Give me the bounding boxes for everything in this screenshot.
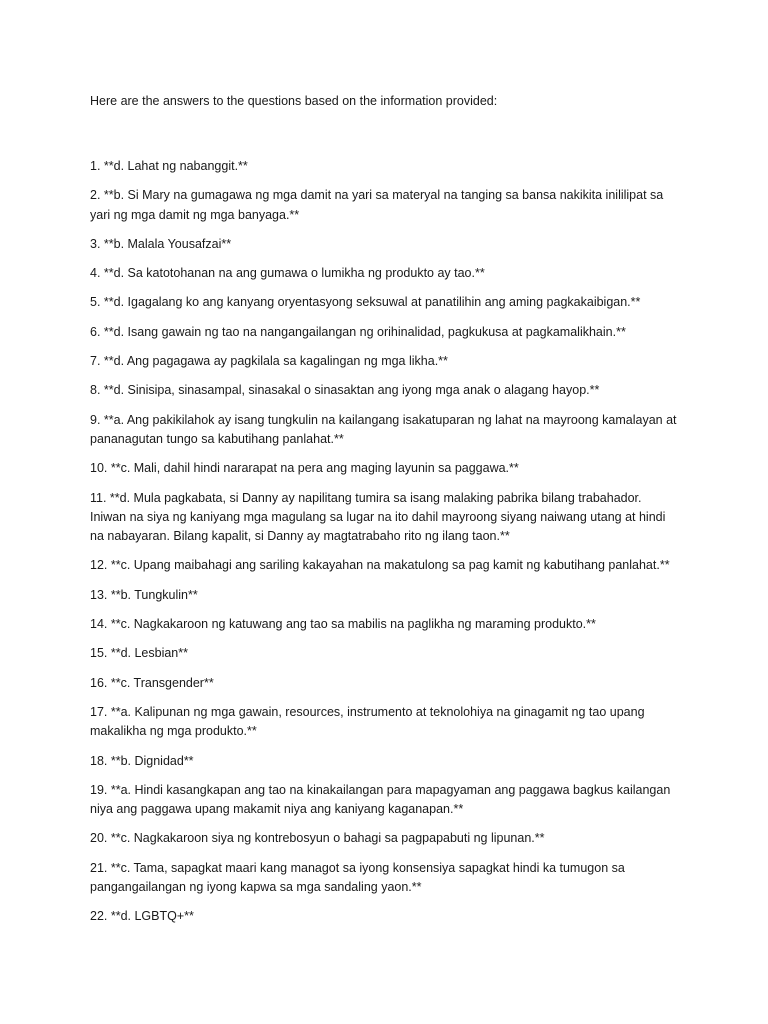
answer-item: 6. **d. Isang gawain ng tao na nangangailangan ng orihinalidad, pagkukusa at pagkamalikhain.** <box>90 324 626 339</box>
answer-item: 7. **d. Ang pagagawa ay pagkilala sa kagalingan ng mga likha.** <box>90 354 448 369</box>
answer-item: 2. **b. Si Mary na gumagawa ng mga damit na yari sa materyal na tanging sa bansa nakikita inililipat sa yari ng mga damit ng mga banyaga.** <box>90 188 664 222</box>
answer-item: 21. **c. Tama, sapagkat maari kang managot sa iyong konsensiya sapagkat hindi ka tumugon sa pangangailangan ng iyong kapwa sa mga sandaling yaon.** <box>90 860 625 895</box>
answer-item: 3. **b. Malala Yousafzai** <box>90 236 232 251</box>
answer-item: 16. **c. Transgender** <box>90 675 214 690</box>
answer-item: 5. **d. Igagalang ko ang kanyang oryentasyong seksuwal at panatilihin ang aming pagkakaibigan.** <box>90 295 641 310</box>
answer-item: 20. **c. Nagkakaroon siya ng kontrebosyun o bahagi sa pagpapabuti ng lipunan.** <box>90 831 545 846</box>
answer-list <box>90 157 680 927</box>
answer-item: 8. **d. Sinisipa, sinasampal, sinasakal o sinasaktan ang iyong mga anak o alagang hayop.** <box>90 383 600 398</box>
answer-item: 12. **c. Upang maibahagi ang sariling kakayahan na makatulong sa pag kamit ng kabutihang panlahat.** <box>90 558 670 573</box>
answer-item: 19. **a. Hindi kasangkapan ang tao na kinakailangan para mapagyaman ang paggawa bagkus kailangan niya ang paggawa upang makamit niya ang kaniyang kaganapan.** <box>90 782 671 817</box>
answer-item: 17. **a. Kalipunan ng mga gawain, resources, instrumento at teknolohiya na ginagamit ng tao upang makalikha ng mga produkto.** <box>90 704 645 739</box>
document-page <box>90 92 680 937</box>
intro-text: Here are the answers to the questions based on the information provided: <box>90 94 498 108</box>
answer-item: 14. **c. Nagkakaroon ng katuwang ang tao sa mabilis na paglikha ng maraming produkto.** <box>90 617 596 632</box>
answer-item: 18. **b. Dignidad** <box>90 753 194 768</box>
answer-item: 11. **d. Mula pagkabata, si Danny ay napilitang tumira sa isang malaking pabrika bilang trabahador. Iniwan na siya ng kaniyang mga magulang sa lugar na ito dahil mayroong siyang naiwang utang at hindi na nabayaran. Bilang kapalit, si Danny ay magtatrabaho rito ng ilang taon.** <box>90 490 666 544</box>
answer-item: 10. **c. Mali, dahil hindi nararapat na pera ang maging layunin sa paggawa.** <box>90 461 519 476</box>
answer-item: 9. **a. Ang pakikilahok ay isang tungkulin na kailangang isakatuparan ng lahat na mayroong kamalayan at pananagutan tungo sa kabutihang panlahat.** <box>90 412 677 446</box>
answer-item: 22. **d. LGBTQ+** <box>90 909 194 924</box>
answer-item: 4. **d. Sa katotohanan na ang gumawa o lumikha ng produkto ay tao.** <box>90 266 485 281</box>
answer-item: 13. **b. Tungkulin** <box>90 587 198 602</box>
answer-item: 1. **d. Lahat ng nabanggit.** <box>90 159 248 173</box>
answer-item: 15. **d. Lesbian** <box>90 646 188 661</box>
